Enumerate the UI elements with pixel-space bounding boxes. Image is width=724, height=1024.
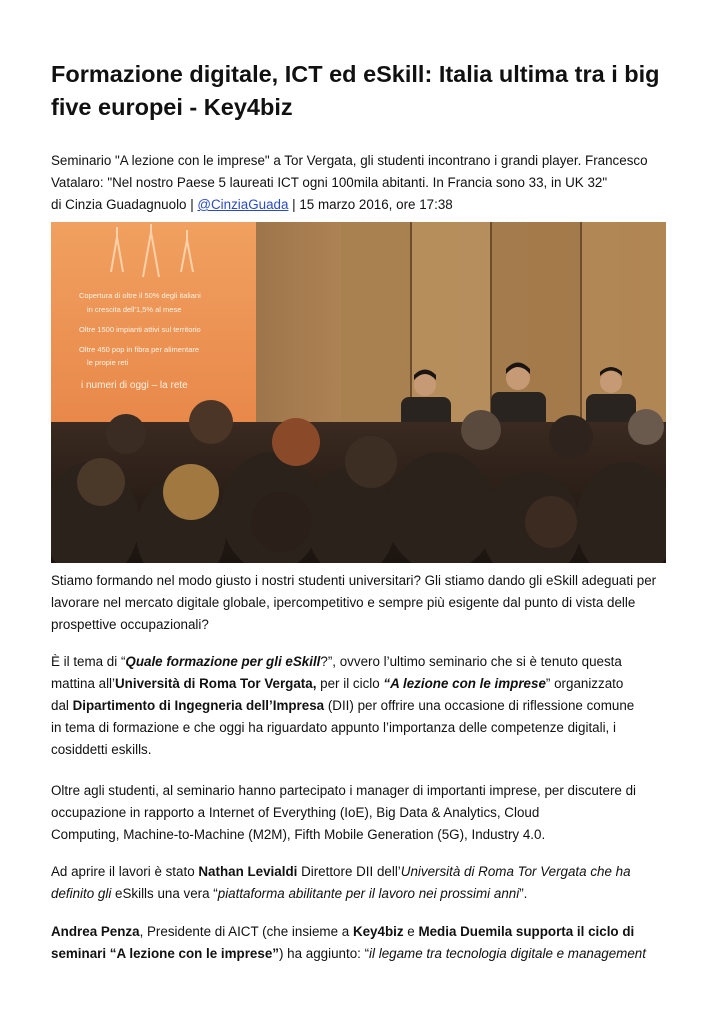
key4biz-name: Key4biz: [352, 924, 404, 939]
p2-text: ” organizzato: [545, 676, 624, 691]
byline-prefix: di Cinzia Guadagnuolo |: [51, 197, 198, 212]
p5-text: , Presidente di AICT (che insieme a: [139, 924, 353, 939]
p3-line-2: occupazione in rapporto a Internet of Everything (IoE), Big Data & Analytics, Cloud: [51, 805, 540, 820]
p2-text: per il ciclo: [316, 676, 384, 691]
paragraph-2: [51, 651, 691, 761]
slide-text-2: in crescita dell'1,5% al mese: [87, 305, 182, 314]
article-title: [51, 58, 691, 124]
p4-text: Ad aprire il lavori è stato: [51, 864, 199, 879]
p2-line-4: in tema di formazione e che oggi ha riguardato appunto l’importanza delle competenze digitali, i: [51, 720, 616, 735]
series-ref: seminari “A lezione con le imprese”: [51, 946, 279, 961]
quote: il legame tra tecnologia digitale e management: [369, 946, 646, 961]
p5-text: ) ha aggiunto: “: [278, 946, 370, 961]
paragraph-5: [51, 921, 691, 965]
p5-text: e: [403, 924, 419, 939]
p4-italic: definito gli: [51, 886, 112, 901]
p2-text: mattina all’: [51, 676, 116, 691]
title-line-2: five europei - Key4biz: [51, 94, 293, 120]
p4-italic: Università di Roma Tor Vergata che ha: [400, 864, 631, 879]
p2-text: È il tema di “: [51, 654, 126, 669]
p2-line-3: [51, 695, 691, 717]
p2-line-1: [51, 651, 691, 673]
p4-text: eSkills una vera “: [111, 886, 218, 901]
paragraph-3: [51, 780, 691, 846]
lede-line-2: Vatalaro: "Nel nostro Paese 5 laureati ICT ogni 100mila abitanti. In Francia sono 33, in UK 32": [51, 175, 608, 190]
speaker-levialdi: Nathan Levialdi: [198, 864, 298, 879]
paragraph-1: [51, 570, 691, 636]
p4-text: Direttore DII dell’: [297, 864, 401, 879]
title-line-1: Formazione digitale, ICT ed eSkill: Italia ultima tra i big: [51, 61, 660, 87]
speaker-penza: Andrea Penza: [51, 924, 140, 939]
p2-text: ?”, ovvero l’ultimo seminario che si è tenuto questa: [320, 654, 622, 669]
p2-text: dal: [51, 698, 73, 713]
p1-line-1: Stiamo formando nel modo giusto i nostri studenti universitari? Gli stiamo dando gli eSkill adeguati per: [51, 573, 657, 588]
author-twitter-link[interactable]: @CinziaGuada: [197, 197, 289, 212]
p1-line-2: lavorare nel mercato digitale globale, ipercompetitivo e sempre più esigente dal punto di vista delle: [51, 595, 636, 610]
p2-line-2: [51, 673, 691, 695]
slide-text-3: Oltre 1500 impianti attivi sul territorio: [79, 325, 201, 334]
slide-text-6: i numeri di oggi – la rete: [81, 380, 188, 391]
byline-date: | 15 marzo 2016, ore 17:38: [288, 197, 453, 212]
p5-line-2: [51, 943, 691, 965]
p5-line-1: [51, 921, 691, 943]
paragraph-4: [51, 861, 691, 905]
p2-text: (DII) per offrire una occasione di riflessione comune: [324, 698, 635, 713]
university-name: Università di Roma Tor Vergata,: [115, 676, 317, 691]
slide-text-5: le propie reti: [87, 358, 129, 367]
p3-line-1: Oltre agli studenti, al seminario hanno partecipato i manager di importanti imprese, per discutere di: [51, 783, 637, 798]
lede-line-1: Seminario "A lezione con le imprese" a Tor Vergata, gli studenti incontrano i grandi player. Francesco: [51, 153, 648, 168]
department-name: Dipartimento di Ingegneria dell’Impresa: [72, 698, 325, 713]
media-duemila-name: Media Duemila supporta il ciclo di: [418, 924, 635, 939]
seminar-photo: [51, 222, 666, 563]
series-name: “A lezione con le imprese: [383, 676, 546, 691]
article-lede: [51, 150, 701, 216]
p1-line-3: prospettive occupazionali?: [51, 617, 209, 632]
byline: [51, 194, 701, 216]
seminar-title: Quale formazione per gli eSkill: [125, 654, 321, 669]
slide-text-4: Oltre 450 pop in fibra per alimentare: [79, 345, 200, 354]
p2-line-5: cosiddetti eskills.: [51, 742, 152, 757]
slide-text-1: Copertura di oltre il 50% degli italiani: [79, 291, 201, 300]
p4-line-1: [51, 861, 691, 883]
p4-line-2: [51, 883, 691, 905]
quote: piattaforma abilitante per il lavoro nei prossimi anni: [217, 886, 520, 901]
p4-text: ”.: [519, 886, 528, 901]
p3-line-3: Computing, Machine-to-Machine (M2M), Fifth Mobile Generation (5G), Industry 4.0.: [51, 827, 546, 842]
